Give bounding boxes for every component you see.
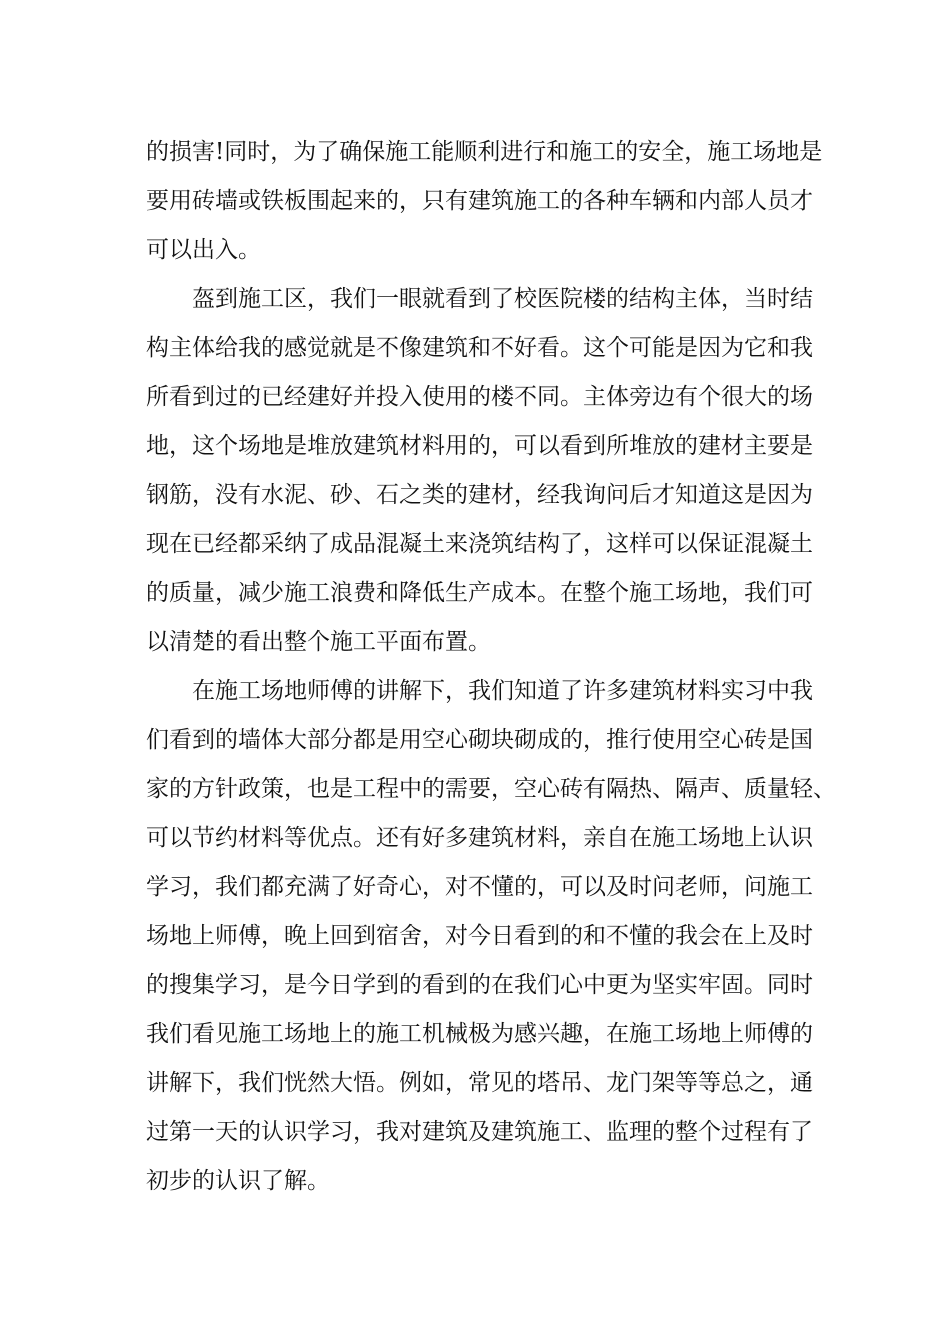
paragraph-2-line-4: 地，这个场地是堆放建筑材料用的，可以看到所堆放的建材主要是 [146, 433, 813, 459]
paragraph-3-line-7: 的搜集学习，是今日学到的看到的在我们心中更为坚实牢固。同时 [146, 972, 813, 998]
paragraph-1-line-1: 的损害!同时，为了确保施工能顺利进行和施工的安全，施工场地是 [146, 139, 823, 165]
paragraph-2-line-1: 盔到施工区，我们一眼就看到了校医院楼的结构主体，当时结 [192, 286, 813, 312]
paragraph-1-line-2: 要用砖墙或铁板围起来的，只有建筑施工的各种车辆和内部人员才 [146, 188, 813, 214]
paragraph-3-line-11: 初步的认识了解。 [146, 1168, 330, 1194]
paragraph-3-line-10: 过第一天的认识学习，我对建筑及建筑施工、监理的整个过程有了 [146, 1119, 813, 1145]
paragraph-2-line-2: 构主体给我的感觉就是不像建筑和不好看。这个可能是因为它和我 [146, 335, 813, 361]
paragraph-3-line-3: 家的方针政策，也是工程中的需要，空心砖有隔热、隔声、质量轻、 [146, 776, 836, 802]
paragraph-2-line-8: 以清楚的看出整个施工平面布置。 [146, 629, 491, 655]
paragraph-3-line-6: 场地上师傅，晚上回到宿舍，对今日看到的和不懂的我会在上及时 [146, 923, 813, 949]
paragraph-3-line-9: 讲解下，我们恍然大悟。例如，常见的塔吊、龙门架等等总之，通 [146, 1070, 813, 1096]
paragraph-3-line-2: 们看到的墙体大部分都是用空心砌块砌成的，推行使用空心砖是国 [146, 727, 813, 753]
paragraph-3-line-4: 可以节约材料等优点。还有好多建筑材料，亲自在施工场地上认识 [146, 825, 813, 851]
paragraph-1-line-3: 可以出入。 [146, 237, 261, 263]
paragraph-2-line-6: 现在已经都采纳了成品混凝土来浇筑结构了，这样可以保证混凝土 [146, 531, 813, 557]
paragraph-2-line-3: 所看到过的已经建好并投入使用的楼不同。主体旁边有个很大的场 [146, 384, 813, 410]
paragraph-3-line-5: 学习，我们都充满了好奇心，对不懂的，可以及时问老师，问施工 [146, 874, 813, 900]
paragraph-3-line-1: 在施工场地师傅的讲解下，我们知道了许多建筑材料实习中我 [192, 678, 813, 704]
paragraph-2-line-7: 的质量，减少施工浪费和降低生产成本。在整个施工场地，我们可 [146, 580, 813, 606]
paragraph-3-line-8: 我们看见施工场地上的施工机械极为感兴趣，在施工场地上师傅的 [146, 1021, 813, 1047]
paragraph-2-line-5: 钢筋，没有水泥、砂、石之类的建材，经我询问后才知道这是因为 [146, 482, 813, 508]
